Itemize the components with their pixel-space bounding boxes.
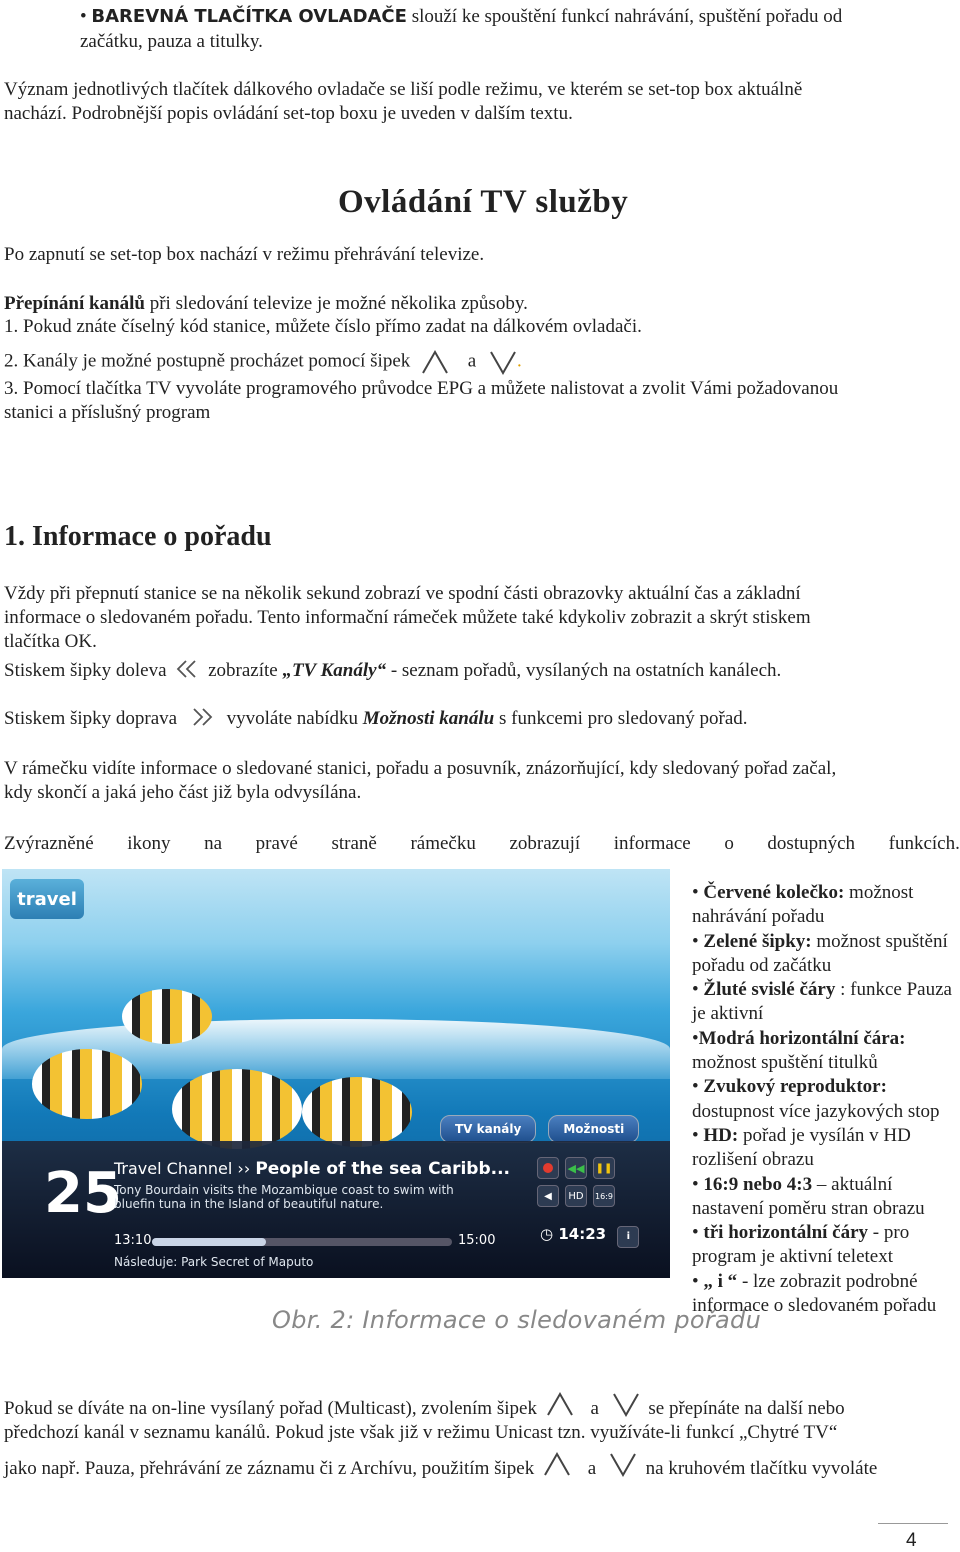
legend-text: - pro program je aktivní teletext bbox=[692, 1222, 910, 1268]
legend-bullet: • bbox=[692, 1076, 704, 1098]
intro-bold-label: BAREVNÁ TLAČÍTKA OVLADAČE bbox=[91, 6, 407, 27]
intro-line-1 bbox=[80, 5, 842, 29]
program-title: People of the sea Caribb... bbox=[255, 1159, 511, 1179]
icon-legend bbox=[692, 881, 954, 1318]
legend-text: pořad je vysílán v HD rozlišení obrazu bbox=[692, 1124, 911, 1171]
p3-word: na bbox=[204, 833, 223, 854]
p3-word: Zvýrazněné bbox=[4, 833, 94, 854]
intro-rest-2: začátku, pauza a titulky. bbox=[80, 31, 263, 52]
meaning-line-1: Význam jednotlivých tlačítek dálkového ovladače se liší podle režimu, ve kterém se set-top box aktuálně bbox=[4, 79, 803, 100]
bottom-line-3 bbox=[4, 1457, 877, 1481]
switching-item-2-end: . bbox=[516, 350, 522, 372]
arrow-down-icon bbox=[489, 349, 517, 375]
legend-bullet: • bbox=[692, 1124, 704, 1146]
info-p2-line-1: V rámečku vidíte informace o sledované stanici, pořadu a posuvník, znázorňující, kdy sledovaný pořad začal, bbox=[4, 758, 837, 779]
info-right-a: Stiskem šipky doprava bbox=[4, 708, 178, 729]
bottom-l3-a: jako např. Pauza, přehrávání ze záznamu či z Archívu, použitím šipek bbox=[4, 1458, 535, 1479]
legend-item bbox=[692, 978, 954, 1027]
legend-bullet: • bbox=[692, 1173, 704, 1195]
legend-label: Žluté svislé čáry bbox=[703, 979, 836, 1001]
channel-sep: ›› bbox=[232, 1159, 256, 1178]
legend-label: Zelené šipky: bbox=[703, 930, 812, 952]
switching-item-2 bbox=[4, 349, 522, 375]
arrow-down-icon bbox=[609, 1451, 637, 1477]
p3-word: informace bbox=[613, 833, 691, 854]
arrow-up-icon bbox=[546, 1391, 574, 1417]
aspect-ratio-icon: 16:9 bbox=[593, 1185, 615, 1207]
info-p1-line-2: informace o sledovaném pořadu. Tento informační rámeček můžete také kdykoliv zobrazit a skrýt stiskem bbox=[4, 607, 811, 628]
bottom-l1-b: se přepínáte na další nebo bbox=[648, 1398, 845, 1419]
tv-kanaly-button[interactable]: TV kanály bbox=[440, 1115, 536, 1143]
function-icons bbox=[537, 1157, 615, 1207]
legend-text: možnost nahrávání pořadu bbox=[692, 882, 914, 928]
fish-image bbox=[172, 1069, 302, 1149]
bottom-l3-b: na kruhovém tlačítku vyvoláte bbox=[645, 1458, 878, 1479]
info-p1-line-1: Vždy při přepnutí stanice se na několik sekund zobrazí ve spodní části obrazovky aktuální čas a základní bbox=[4, 583, 801, 604]
double-chevron-left-icon bbox=[175, 659, 199, 681]
info-left-b: zobrazíte bbox=[208, 660, 283, 681]
pause-icon: ❚❚ bbox=[593, 1157, 615, 1179]
info-panel bbox=[2, 1141, 670, 1278]
legend-label: Zvukový reproduktor: bbox=[703, 1076, 887, 1098]
legend-text: možnost spuštění titulků bbox=[692, 1052, 878, 1074]
legend-label: Modrá horizontální čára: bbox=[698, 1027, 906, 1049]
p3-word: o bbox=[724, 833, 734, 854]
moznosti-button[interactable]: Možnosti bbox=[548, 1115, 639, 1143]
legend-item bbox=[692, 1075, 954, 1124]
info-left-a: Stiskem šipky doleva bbox=[4, 660, 167, 681]
next-program: Následuje: Park Secret of Maputo bbox=[114, 1255, 314, 1269]
hd-icon: HD bbox=[565, 1185, 587, 1207]
clock bbox=[540, 1225, 639, 1248]
bottom-l1-and: a bbox=[590, 1398, 599, 1419]
switching-item-2-text: 2. Kanály je možné postupně procházet pomocí šipek bbox=[4, 350, 411, 372]
channel-line bbox=[114, 1159, 510, 1179]
legend-text: dostupnost více jazykových stop bbox=[692, 1100, 940, 1122]
start-time: 13:10 bbox=[114, 1233, 152, 1248]
legend-label: Červené kolečko: bbox=[703, 882, 845, 903]
info-p3-line bbox=[4, 832, 960, 856]
tv-top-buttons bbox=[440, 1115, 639, 1143]
legend-item bbox=[692, 1027, 954, 1076]
tv-screenshot bbox=[2, 869, 670, 1278]
arrow-up-icon bbox=[543, 1451, 571, 1477]
fish-image bbox=[32, 1049, 142, 1119]
page-number-rule bbox=[878, 1523, 948, 1524]
info-left-line bbox=[4, 659, 781, 683]
switching-item-3-line-1: 3. Pomocí tlačítka TV vyvoláte programového průvodce EPG a můžete nalistovat a zvolit Vámi požadovanou bbox=[4, 378, 839, 399]
legend-label: „ i “ bbox=[703, 1270, 738, 1292]
switching-rest: při sledování televize je možné několika způsoby. bbox=[144, 293, 528, 314]
page-title: Ovládání TV služby bbox=[338, 184, 629, 220]
intro-rest-1: slouží ke spouštění funkcí nahrávání, spuštění pořadu od bbox=[406, 6, 843, 27]
legend-item bbox=[692, 1173, 954, 1222]
legend-bullet: • bbox=[692, 1027, 699, 1049]
end-time: 15:00 bbox=[458, 1233, 496, 1248]
legend-bullet: • bbox=[692, 882, 704, 903]
p3-word: dostupných bbox=[767, 833, 856, 854]
bottom-l1-a: Pokud se díváte na on-line vysílaný pořad (Multicast), zvolením šipek bbox=[4, 1398, 537, 1419]
info-right-b: vyvoláte nabídku bbox=[226, 708, 363, 729]
legend-text: – aktuální nastavení poměru stran obrazu bbox=[692, 1173, 925, 1219]
fish-image bbox=[302, 1077, 412, 1147]
info-right-line bbox=[4, 707, 748, 731]
switching-item-1: 1. Pokud znáte číselný kód stanice, můžete číslo přímo zadat na dálkovém ovladači. bbox=[4, 316, 642, 337]
arrow-up-icon bbox=[421, 349, 449, 375]
double-chevron-right-icon bbox=[190, 707, 216, 729]
bottom-line-1 bbox=[4, 1397, 845, 1421]
legend-item bbox=[692, 881, 954, 930]
travel-logo: travel bbox=[10, 879, 84, 919]
clock-time: 14:23 bbox=[558, 1225, 607, 1243]
progress-bar bbox=[152, 1238, 452, 1246]
after-on-text: Po zapnutí se set-top box nachází v režimu přehrávání televize. bbox=[4, 244, 485, 265]
legend-label: tři horizontální čáry bbox=[703, 1222, 869, 1244]
info-left-tv-kanaly: „TV Kanály“ bbox=[282, 660, 387, 681]
switching-intro bbox=[4, 292, 528, 316]
p3-word: zobrazují bbox=[509, 833, 581, 854]
legend-bullet: • bbox=[692, 930, 704, 952]
fish-image bbox=[122, 989, 212, 1044]
legend-text: - lze zobrazit podrobné informace o sledovaném pořadu bbox=[692, 1270, 937, 1317]
figure-caption: Obr. 2: Informace o sledovaném pořadu bbox=[272, 1306, 762, 1334]
p3-word: ikony bbox=[127, 833, 171, 854]
legend-item bbox=[692, 930, 954, 979]
p3-word: pravé bbox=[255, 833, 298, 854]
speaker-icon: ◀ bbox=[537, 1185, 559, 1207]
p3-word: funkcích. bbox=[888, 833, 960, 854]
switching-item-3-line-2: stanici a příslušný program bbox=[4, 402, 211, 423]
progress-fill bbox=[152, 1238, 266, 1246]
info-left-c: - seznam pořadů, vysílaných na ostatních kanálech. bbox=[386, 660, 782, 681]
legend-bullet: • bbox=[692, 1222, 704, 1244]
bottom-line-2: předchozí kanál v seznamu kanálů. Pokud jste však již v režimu Unicast tzn. využíváte-li funkcí „Chytré TV“ bbox=[4, 1422, 838, 1443]
meaning-line-2: nachází. Podrobnější popis ovládání set-top boxu je uveden v dalším textu. bbox=[4, 103, 573, 124]
legend-label: HD: bbox=[703, 1124, 739, 1146]
bottom-l3-and: a bbox=[587, 1458, 597, 1479]
p3-word: rámečku bbox=[410, 833, 476, 854]
info-p2-line-2: kdy skončí a jaká jeho část již byla odvysílána. bbox=[4, 782, 362, 803]
restart-icon: ◀◀ bbox=[565, 1157, 587, 1179]
channel-name: Travel Channel bbox=[114, 1159, 233, 1178]
legend-item bbox=[692, 1124, 954, 1173]
p3-word: straně bbox=[331, 833, 377, 854]
switching-item-2-and: a bbox=[467, 350, 477, 372]
legend-text: : funkce Pauza je aktivní bbox=[692, 979, 952, 1025]
channel-number: 25 bbox=[44, 1161, 122, 1226]
info-right-moznosti: Možnosti kanálu bbox=[362, 708, 495, 729]
legend-item bbox=[692, 1270, 954, 1319]
legend-label: 16:9 nebo 4:3 bbox=[703, 1173, 813, 1195]
intro-bullet: • bbox=[80, 6, 87, 27]
info-icon: i bbox=[617, 1226, 639, 1248]
record-icon bbox=[537, 1157, 559, 1179]
page-number: 4 bbox=[906, 1530, 917, 1551]
legend-text: možnost spuštění pořadu od začátku bbox=[692, 930, 948, 976]
legend-bullet: • bbox=[692, 979, 704, 1001]
info-heading: 1. Informace o pořadu bbox=[4, 521, 272, 552]
switching-bold: Přepínání kanálů bbox=[4, 293, 145, 314]
info-right-c: s funkcemi pro sledovaný pořad. bbox=[494, 708, 748, 729]
clock-icon: ◷ bbox=[540, 1225, 554, 1243]
info-p1-line-3: tlačítka OK. bbox=[4, 631, 97, 652]
program-description: Tony Bourdain visits the Mozambique coast to swim with bluefin tuna in the Island of beautiful nature. bbox=[114, 1183, 454, 1211]
arrow-down-icon bbox=[612, 1391, 640, 1417]
legend-bullet: • bbox=[692, 1270, 704, 1292]
legend-item bbox=[692, 1221, 954, 1270]
